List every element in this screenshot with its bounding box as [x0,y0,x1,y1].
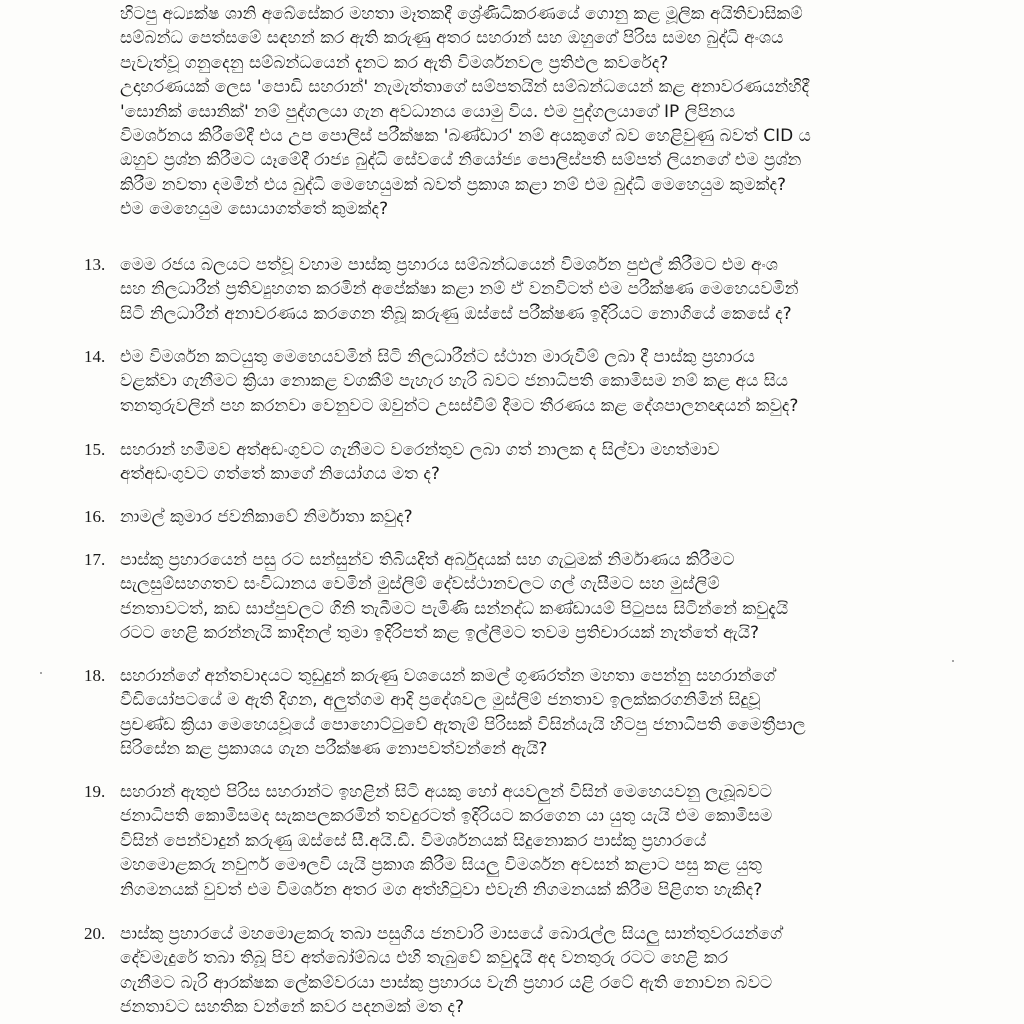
item-line: තනතුරුවලින් පහ කරනවා වෙනුවට ඔවුන්ට උසස්වීම් දීමට තීරණය කළ දේශපාලනඥයන් කවුද? [120,395,799,416]
intro-line: පැවැත්වූ ගනුදෙනු සම්බන්ධයෙන් දැනට කර ඇති විමර්ශනවල ප්‍රතිඵල කවරේද? [120,52,669,73]
item-number-13: 13. [84,255,106,274]
item-paragraph-16 [120,505,890,529]
intro-line: විමර්ශනය කිරීමේදී එය උප පොලිස් පරීක්ෂක 'බණ්ඩාර' නම් අයකුගේ බව හෙළිවුණු බවත් CID ය [120,126,811,147]
item-line: අත්අඩංගුවට ගත්තේ කාගේ නියෝගය මත ද? [120,464,440,485]
item-paragraph-15 [120,438,890,487]
item-paragraph-20 [120,922,890,1020]
item-line: සහරාන් ඇතුළු පිරිස සහරාන්ට ඉහළින් සිටි අයකු හෝ අයවලුන් විසින් මෙහෙයවනු ලැබූබවට [120,782,772,802]
intro-line: හිටපු අධ්‍යක්ෂ ශානි අබේසේකර මහතා මෑතකදී ශ්‍රේණිධිකරණයේ ගොනු කළ මූලික අයිතිවාසිකම් [120,4,803,24]
item-number-18: 18. [84,666,106,685]
item-number-14: 14. [84,347,106,366]
item-number-19: 19. [84,782,106,801]
scan-speck [40,672,42,674]
item-line: වළක්වා ගැනීමට ක්‍රියා නොකළ වගකීම් පැහැර හැරි බවට ජනාධිපති කොමිසම නම් කළ අය සිය [120,371,789,392]
intro-line: එම මෙහෙයුම සොයාගත්තේ කුමක්ද? [120,199,389,220]
intro-line: 'සොනික් සොනික්' නම් පුද්ගලයා ගැන අවධානය යොමු විය. එම පුද්ගලයාගේ IP ලිපිනය [120,101,736,122]
item-paragraph-19 [120,780,890,902]
item-line: මෙම රජය බලයට පත්වූ වහාම පාස්කු ප්‍රහාරය සම්බන්ධයෙන් විමර්ශන පුළුල් කිරීමට එම අංශ [120,255,778,275]
item-paragraph-13 [120,253,890,326]
item-line: නිගමනයක් වුවත් එම විමර්ශන අතර මග අත්හිටුවා එවැනි නිගමනයක් කිරීම පිළිගත හැකිද? [120,879,763,900]
item-line: සිරිසේන කළ ප්‍රකාශය ගැන පරීක්ෂණ නොපවත්වන්නේ ඇයි? [120,739,548,760]
item-line: ප්‍රචණ්ඩ ක්‍රියා මෙහෙයවූයේ පොහොට්ටුවේ ඇතැම් පිරිසක් විසින්යැයි හිටපු ජනාධිපති මෛත්‍රීපාල [120,714,806,735]
item-line: පාස්කු ප්‍රහාරයේ මහමොළකරු තබා පසුගිය ජනවාරි මාසයේ බොරැල්ල සියලු සාන්තුවරයන්ගේ [120,924,783,944]
item-line: එම විමර්ශන කටයුතු මෙහෙයවමින් සිටි නිලධාරීන්ට ස්ථාන මාරුවීම් ලබා දී පාස්කු ප්‍රහාරය [120,347,755,367]
item-line: සැලසුම්සහගතව සංවිධානය වෙමින් මුස්ලිම් දේවස්ථානවලට ගල් ගැසීමට සහ මුස්ලිම් [120,574,720,595]
item-line: සහරාන් හමීමව අත්අඩංගුවට ගැනීමට වරෙන්තුව ලබා ගත් නාලක ද සිල්වා මහත්මාව [120,440,720,460]
intro-line: උදාහරණයක් ලෙස 'පොඩි සහරාන්' නැමැත්තාගේ සම්පතයින් සම්බන්ධයෙන් කළ අනාවරණයන්හිදී [120,77,810,98]
item-line: ජනතාවටත්, කඩ සාප්පුවලට ගිනි තැබීමට පැමිණි සන්නද්ධ කණ්ඩායම් පිටුපස සිටින්නේ කවුදැයි [120,598,789,619]
item-paragraph-18 [120,664,890,762]
item-line: සහ නිලධාරීන් ප්‍රතිව්‍යුහගත කරමින් අපේක්ෂා කළා නම් ඒ වනවිටත් එම පරීක්ෂණ මෙහෙයවමින් [120,279,799,300]
item-number-17: 17. [84,550,106,569]
intro-line: සම්බන්ධ පෙත්සමේ සඳහන් කර ඇති කරුණු අතර සහරාන් සහ ඔහුගේ පිරිස සමඟ බුද්ධි අංශය [120,28,784,49]
intro-line: කිරීම නවතා දමමින් එය බුද්ධි මෙහෙයුමක් බවත් ප්‍රකාශ කළා නම් එම බුද්ධි මෙහෙයුම කුමක්ද? [120,174,787,195]
item-line: මහමොළකරු නවුෆර් මෞලවි යැයි ප්‍රකාශ කිරීම සියලු විමර්ශන අවසන් කළාට පසු කළ යුතු [120,855,762,876]
item-line: රටට හෙළි කරන්නැයි කාදිනල් තුමා ඉදිරිපත් කළ ඉල්ලීමට තවම ප්‍රතිචාරයක් නැත්තේ ඇයි? [120,623,760,644]
item-paragraph-17 [120,548,890,646]
item-line: ජනතාවට සහතික වන්නේ කවර පදනමක් මත ද? [120,997,464,1018]
item-number-20: 20. [84,924,106,943]
scan-speck [952,660,954,662]
intro-paragraph [120,2,890,222]
item-line: දේවමැදුරේ තබා තිබූ පිව අත්බෝම්බය එහි තැබුවේ කවුදැයි අද වනතුරු රටට හෙළි කර [120,948,728,969]
item-line: විසින් පෙන්වාදුන් කරුණු ඔස්සේ සී.අයි.ඩී. විමර්ශනයක් සිදුනොකර පාස්කු ප්‍රහාරයේ [120,830,707,851]
item-number-15: 15. [84,440,106,459]
item-line: ජනාධිපති කොමිසමද සැකපලකරමින් තවදුරටත් ඉදිරියට කරගෙන යා යුතු යැයි එම කොමිසම [120,806,773,827]
item-line: පාස්කු ප්‍රහාරයෙන් පසු රට සන්සුන්ව තිබියදිත් අර්බුදයක් සහ ගැටුමක් නිර්මාණය කිරීමට [120,550,735,570]
item-paragraph-14 [120,345,890,418]
item-line: සහරාන්ගේ අන්තවාදයට තුඩුදුන් කරුණු වශයෙන් කමල් ගුණරත්න මහතා පෙන්නු සහරාන්ගේ [120,666,776,686]
item-line: නාමල් කුමාර ජවනිකාවේ නිර්මාතා කවුද? [120,507,413,527]
item-number-16: 16. [84,507,106,526]
item-line: ගැනීමට බැරි ආරක්ෂක ලේකම්වරයා පාස්කු ප්‍රහාරය වැනි ප්‍රහාර යළි රටේ ඇති නොවන බවට [120,972,773,993]
item-line: වීඩියෝපටයේ ම ඇති දිගන, අලුත්ගම ආදි ප්‍රදේශවල මුස්ලිම් ජනතාව ඉලක්කරගනිමින් සිදුවූ [120,690,761,711]
item-line: සිටි නිලධාරීන් අනාවරණය කරගෙන තිබූ කරුණු ඔස්සේ පරීක්ෂණ ඉදිරියට නොගියේ කෙසේ ද? [120,303,792,324]
intro-line: ඔහුව ප්‍රශ්න කිරීමට යෑමේදී රාජ්‍ය බුද්ධි සේවයේ නියෝජ්‍ය පොලිස්පති සම්පත් ලියනගේ එම ප්‍රශ්න [120,150,802,171]
